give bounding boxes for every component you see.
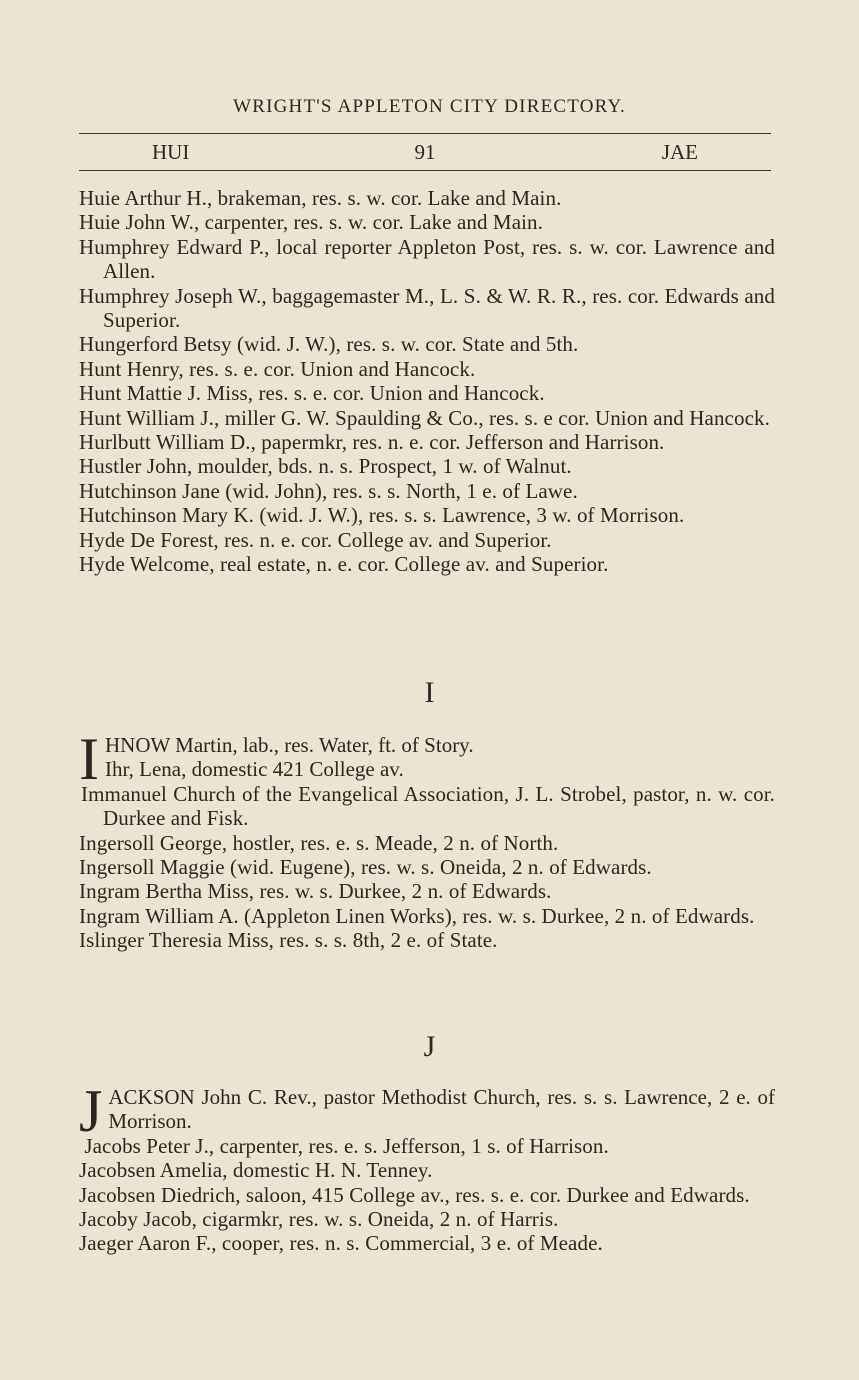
directory-entry: Islinger Theresia Miss, res. s. s. 8th, 2 e. of State. xyxy=(79,928,498,953)
directory-entry: Hunt Mattie J. Miss, res. s. e. cor. Union and Hancock. xyxy=(79,381,545,406)
page-header xyxy=(79,140,771,166)
section-heading-j: J xyxy=(423,1030,436,1063)
dropcap-letter: I xyxy=(79,726,99,792)
directory-entry: Hyde Welcome, real estate, n. e. cor. College av. and Superior. xyxy=(79,552,609,577)
directory-entry: Huie Arthur H., brakeman, res. s. w. cor. Lake and Main. xyxy=(79,186,562,210)
directory-entry: Hutchinson Mary K. (wid. J. W.), res. s. s. Lawrence, 3 w. of Morrison. xyxy=(79,503,685,528)
header-top-rule xyxy=(79,133,771,134)
directory-entry: Hungerford Betsy (wid. J. W.), res. s. w. cor. State and 5th. xyxy=(79,332,579,357)
directory-entry: ACKSON John C. Rev., pastor Methodist Church, res. s. s. Lawrence, 2 e. of Morrison. xyxy=(108,1085,775,1134)
dropcap-entry xyxy=(79,726,775,792)
header-guide-word-right: JAE xyxy=(661,140,698,164)
j-entries xyxy=(79,1078,775,1256)
directory-entry: Ihr, Lena, domestic 421 College av. xyxy=(104,757,404,782)
dropcap-letter: J xyxy=(79,1078,103,1144)
header-guide-word-left: HUI xyxy=(152,140,190,164)
directory-entry: Jacoby Jacob, cigarmkr, res. w. s. Oneida, 2 n. of Harris. xyxy=(79,1207,559,1232)
directory-entry: Hyde De Forest, res. n. e. cor. College av. and Superior. xyxy=(79,527,552,552)
directory-entry: Hunt Henry, res. s. e. cor. Union and Hancock. xyxy=(79,356,476,381)
directory-entry: Huie John W., carpenter, res. s. w. cor. Lake and Main. xyxy=(79,210,544,235)
directory-entry: Jacobs Peter J., carpenter, res. e. s. Jefferson, 1 s. of Harrison. xyxy=(84,1133,609,1158)
directory-entry: Jacobsen Diedrich, saloon, 415 College av., res. s. e. cor. Durkee and Edwards. xyxy=(79,1182,750,1207)
directory-entry: Ingram Bertha Miss, res. w. s. Durkee, 2 n. of Edwards. xyxy=(79,879,552,904)
directory-entry: Humphrey Joseph W., baggagemaster M., L. S. & W. R. R., res. cor. Edwards and Superior. xyxy=(79,283,775,333)
directory-entry: Jacobsen Amelia, domestic H. N. Tenney. xyxy=(79,1158,433,1183)
directory-entry: Hunt William J., miller G. W. Spaulding & Co., res. s. e cor. Union and Hancock. xyxy=(79,405,770,430)
dropcap-entry xyxy=(79,1078,775,1144)
directory-entry: HNOW Martin, lab., res. Water, ft. of Story. xyxy=(104,733,474,757)
directory-entry: Hustler John, moulder, bds. n. s. Prospect, 1 w. of Walnut. xyxy=(79,454,572,479)
directory-entry: Humphrey Edward P., local reporter Appleton Post, res. s. w. cor. Lawrence and Allen. xyxy=(79,234,775,284)
running-title: WRIGHT'S APPLETON CITY DIRECTORY. xyxy=(233,96,626,117)
section-heading-i: I xyxy=(424,676,435,709)
directory-entry: Immanuel Church of the Evangelical Association, J. L. Strobel, pastor, n. w. cor. Durkee and Fisk. xyxy=(80,781,775,831)
directory-entry: Ingersoll Maggie (wid. Eugene), res. w. s. Oneida, 2 n. of Edwards. xyxy=(79,855,652,880)
h-entries xyxy=(79,186,775,577)
header-bottom-rule xyxy=(79,170,771,171)
directory-entry: Hurlbutt William D., papermkr, res. n. e. cor. Jefferson and Harrison. xyxy=(79,430,665,455)
directory-entry: Jaeger Aaron F., cooper, res. n. s. Commercial, 3 e. of Meade. xyxy=(79,1231,603,1256)
directory-entry: Ingram William A. (Appleton Linen Works), res. w. s. Durkee, 2 n. of Edwards. xyxy=(79,903,755,928)
page-number: 91 xyxy=(414,140,436,164)
directory-entry: Ingersoll George, hostler, res. e. s. Meade, 2 n. of North. xyxy=(79,830,559,855)
directory-entry: Hutchinson Jane (wid. John), res. s. s. North, 1 e. of Lawe. xyxy=(79,478,578,503)
i-entries xyxy=(79,726,775,953)
